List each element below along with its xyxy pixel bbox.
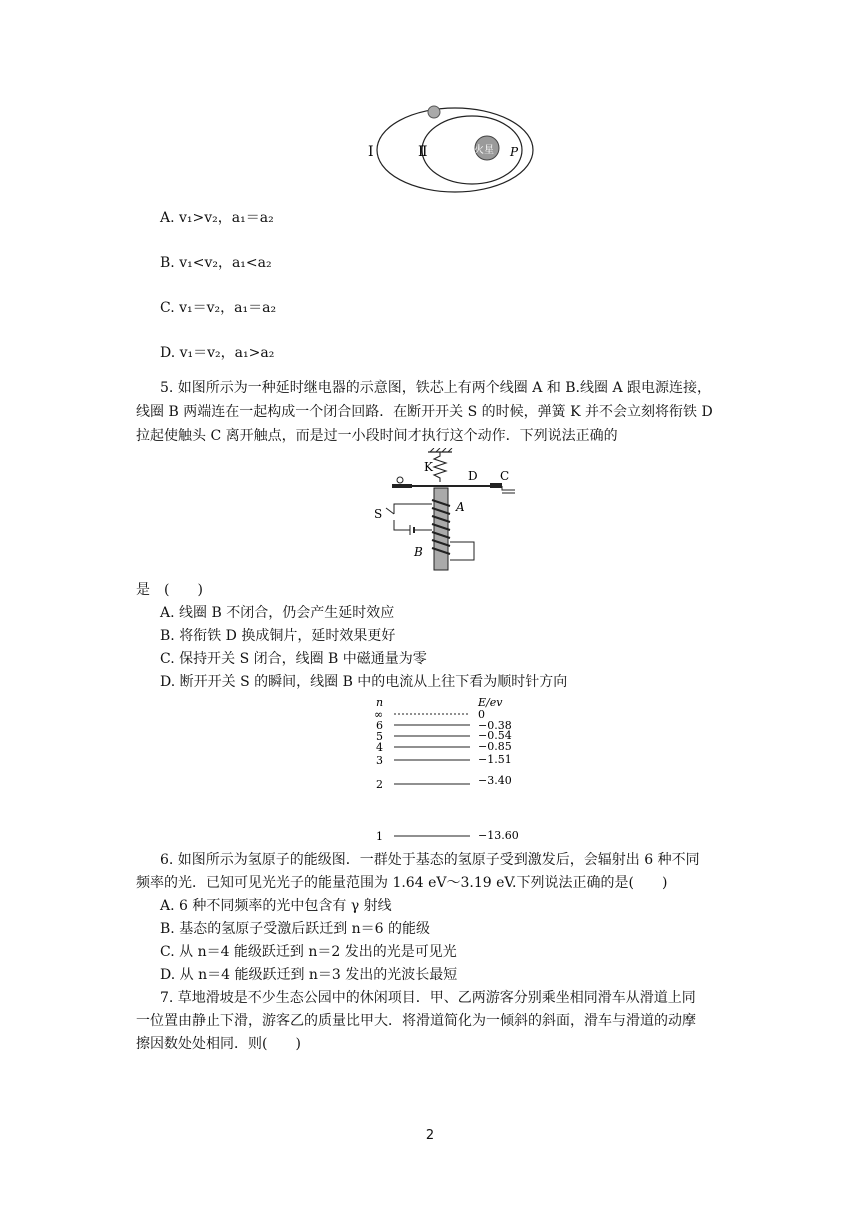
orbit-label-II: Ⅱ (418, 144, 428, 160)
page-number: 2 (425, 1128, 435, 1143)
relay-figure (370, 448, 520, 572)
label-a: A (456, 500, 465, 514)
label-b: B (414, 545, 423, 559)
label-c: C (500, 469, 510, 483)
q6-option-c: C. 从 n＝4 能级跃迁到 n＝2 发出的光是可见光 (160, 944, 457, 960)
orbit-label-I: Ⅰ (368, 144, 374, 160)
mars-label: 火星 (474, 145, 494, 156)
label-s: S (374, 507, 383, 521)
q6-line-1: 6. 如图所示为氢原子的能级图．一群处于基态的氢原子受到激发后，会辐射出 6 种不同 (160, 852, 700, 868)
level-e-5: −0.54 (478, 729, 512, 742)
q4-option-d: D. v₁＝v₂，a₁>a₂ (160, 345, 275, 361)
level-e-3: −1.51 (478, 753, 512, 766)
level-n-inf: ∞ (374, 708, 384, 721)
energy-level-figure (372, 694, 532, 844)
e-header: E/ev (478, 696, 503, 709)
q4-option-c: C. v₁＝v₂，a₁＝a₂ (160, 300, 277, 316)
q7-line-2: 一位置由静止下滑，游客乙的质量比甲大．将滑道简化为一倾斜的斜面，滑车与滑道的动摩 (136, 1013, 696, 1029)
q5-option-a: A. 线圈 B 不闭合，仍会产生延时效应 (160, 605, 395, 621)
level-e-4: −0.85 (478, 740, 512, 753)
level-n-5: 5 (376, 730, 383, 743)
spring-k (434, 452, 446, 482)
satellite (428, 106, 440, 118)
q5-option-c: C. 保持开关 S 闭合，线圈 B 中磁通量为零 (160, 651, 427, 667)
label-d: D (468, 469, 478, 483)
orbit-figure (360, 100, 540, 196)
q4-option-a: A. v₁>v₂，a₁＝a₂ (160, 210, 274, 226)
q5-line-4: 是 ( ) (136, 582, 203, 598)
level-n-1: 1 (376, 830, 383, 843)
level-n-2: 2 (376, 778, 383, 791)
n-header: n (376, 696, 384, 709)
level-n-6: 6 (376, 719, 383, 732)
level-n-4: 4 (376, 741, 383, 754)
q5-option-d: D. 断开开关 S 的瞬间，线圈 B 中的电流从上往下看为顺时针方向 (160, 674, 568, 690)
label-k: K (424, 460, 433, 474)
level-n-3: 3 (376, 754, 383, 767)
q5-line-3: 拉起使触头 C 离开触点，而是过一小段时间才执行这个动作．下列说法正确的 (136, 428, 618, 444)
q5-line-1: 5. 如图所示为一种延时继电器的示意图，铁芯上有两个线圈 A 和 B.线圈 A 跟电源连接， (160, 380, 712, 396)
level-e-2: −3.40 (478, 774, 512, 787)
q4-option-b: B. v₁<v₂，a₁<a₂ (160, 255, 272, 271)
orbit-II (422, 116, 522, 184)
coil-b-loop (450, 542, 474, 560)
q6-option-a: A. 6 种不同频率的光中包含有 γ 射线 (160, 898, 392, 914)
q7-line-3: 擦因数处处相同．则( ) (136, 1036, 301, 1052)
q6-line-2: 频率的光．已知可见光光子的能量范围为 1.64 eV～3.19 eV.下列说法正确的是( ) (136, 875, 668, 891)
q5-option-b: B. 将衔铁 D 换成铜片，延时效果更好 (160, 628, 396, 644)
level-e-1: −13.60 (478, 829, 519, 842)
q5-line-2: 线圈 B 两端连在一起构成一个闭合回路．在断开开关 S 的时候，弹簧 K 并不会立刻将衔铁 D (136, 404, 713, 420)
level-e-inf: 0 (478, 708, 485, 721)
q6-option-d: D. 从 n＝4 能级跃迁到 n＝3 发出的光波长最短 (160, 967, 458, 983)
q7-line-1: 7. 草地滑坡是不少生态公园中的休闲项目．甲、乙两游客分别乘坐相同滑车从滑道上同 (160, 990, 696, 1006)
q6-option-b: B. 基态的氢原子受激后跃迁到 n＝6 的能级 (160, 921, 431, 937)
orbit-label-P: P (510, 145, 519, 159)
level-e-6: −0.38 (478, 719, 512, 732)
